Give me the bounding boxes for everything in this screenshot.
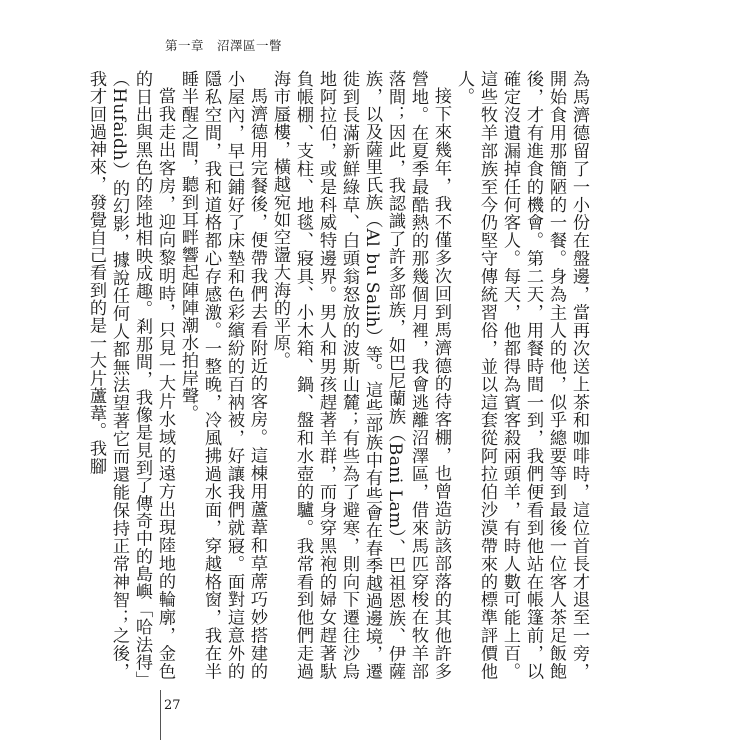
paragraph-3: 馬濟德用完餐後，便帶我們去看附近的客房。這棟用蘆葦和草蓆巧妙搭建的小屋內，早已鋪好了床墊和色彩繽紛的百衲被，好讓我們就寢。面對這意外的隱私空間，我和道格都心存感激。一整晚，冷風拂過水面，穿越格窗，我在半睡半醒之間，聽到耳畔響起陣陣潮水拍岸聲。 (178, 70, 267, 680)
page-number-rule (160, 690, 161, 740)
paragraph-1: 為馬濟德留了一小份在盤邊，當再次送上茶和咖啡時，這位首長才退至一旁，開始食用那簡陋的一餐。身為主人的他，似乎總要等到最後一位客人茶足飯飽後，才有進食的機會。第二天，用餐時間一到，我們便看到他站在帳篷前，以確定沒遺漏掉任何客人。每天，他都得為賓客殺兩頭羊，有時人數可能上百。這些牧羊部族至今仍堅守傳統習俗，並以這套從阿拉伯沙漠帶來的標準評價他人。 (454, 70, 589, 680)
body-text (86, 70, 590, 680)
page-number: 27 (164, 698, 181, 713)
running-head: 第一章 沼澤區一瞥 (165, 38, 283, 53)
paragraph-2: 接下來幾年，我不僅多次回到馬濟德的待客棚，也曾造訪該部落的其他許多營地。在夏季最酷熱的那幾個月裡，我會逃離沼澤區，借來馬匹穿梭在牧羊部落間；因此，我認識了許多部族，如巴尼蘭族（Bani Lam）、巴祖恩族、伊薩族，以及薩里氏族（Al bu Salih）等。這些部族中有些會在春季越過邊境，遷徙到長滿新鮮綠草、白頭翁怒放的波斯山麓；有些為了避寒，則向下遷往沙烏地阿拉伯，或是科威特邊界。男人和男孩趕著羊群，而身穿黑袍的婦女趕著馱負帳棚、支柱、地毯、寢具、小木箱、鍋、盤和水壺的驢。我常看到他們走過海市蜃樓，橫越宛如空盪大海的平原。 (270, 70, 451, 680)
paragraph-4: 當我走出客房，迎向黎明時，只見一大片水域的遠方出現陸地的輪廓，金色的日出與黑色的陸地相映成趣。剎那間，我像是見到了傳奇中的島嶼「哈法得」（Hufaidh）的幻影，據說任何人都無法望著它而還能保持正常神智；之後，我才回過神來，發覺自己看到的是一大片蘆葦。我腳 (86, 70, 175, 680)
